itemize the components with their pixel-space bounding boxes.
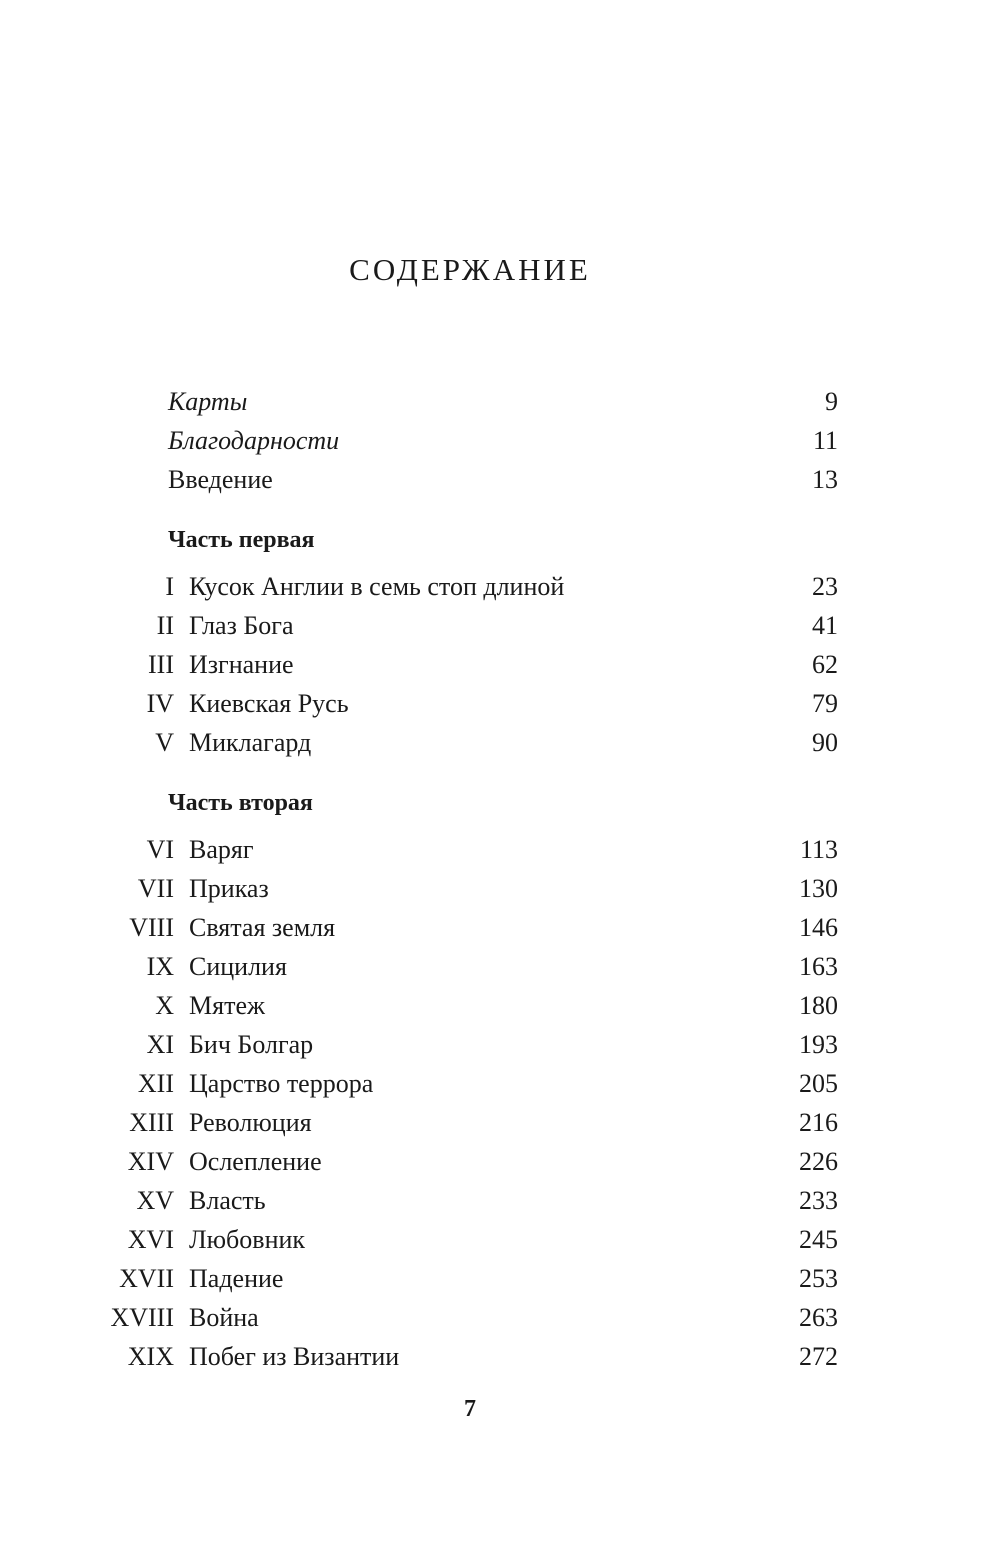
toc-chapter: [0, 1025, 1000, 1064]
chapter-page: 253: [799, 1264, 838, 1293]
toc-chapter: [0, 1103, 1000, 1142]
chapter-number: XVII: [119, 1264, 174, 1293]
table-of-contents: [0, 382, 1000, 1376]
chapter-page: 226: [799, 1147, 838, 1176]
toc-chapter: [0, 1220, 1000, 1259]
chapter-number: III: [148, 650, 174, 679]
chapter-page: 130: [799, 874, 838, 903]
chapter-title: Власть: [189, 1186, 266, 1215]
toc-entry-page: 13: [812, 465, 838, 494]
chapter-title: Глаз Бога: [189, 611, 294, 640]
chapter-page: 90: [812, 728, 838, 757]
toc-chapter: [0, 723, 1000, 762]
chapter-number: I: [165, 572, 174, 601]
toc-chapter: [0, 830, 1000, 869]
chapter-page: 180: [799, 991, 838, 1020]
chapter-number: X: [155, 991, 174, 1020]
chapter-number: XI: [146, 1030, 174, 1059]
chapter-title: Мятеж: [189, 991, 265, 1020]
chapter-page: 146: [799, 913, 838, 942]
toc-chapter: [0, 645, 1000, 684]
toc-chapter: [0, 684, 1000, 723]
toc-chapter: [0, 869, 1000, 908]
chapter-page: 233: [799, 1186, 838, 1215]
toc-chapter: [0, 1064, 1000, 1103]
page-title: СОДЕРЖАНИЕ: [349, 252, 591, 287]
toc-chapter: [0, 1142, 1000, 1181]
chapter-title: Ослепление: [189, 1147, 322, 1176]
chapter-title: Изгнание: [189, 650, 294, 679]
chapter-number: VII: [137, 874, 174, 903]
chapter-number: VIII: [129, 913, 174, 942]
chapter-page: 245: [799, 1225, 838, 1254]
chapter-title: Царство террора: [189, 1069, 374, 1098]
toc-chapter: [0, 986, 1000, 1025]
chapter-number: XVI: [127, 1225, 174, 1254]
chapter-title: Любовник: [189, 1225, 306, 1254]
chapter-number: XV: [136, 1186, 174, 1215]
toc-chapter: [0, 1298, 1000, 1337]
chapter-page: 163: [799, 952, 838, 981]
chapter-page: 193: [799, 1030, 838, 1059]
chapter-page: 263: [799, 1303, 838, 1332]
chapter-number: VI: [146, 835, 174, 864]
chapter-number: XII: [137, 1069, 174, 1098]
toc-entry-acknowledgements: [0, 421, 1000, 460]
chapter-page: 216: [799, 1108, 838, 1137]
toc-entry-introduction: [0, 460, 1000, 499]
chapter-title: Приказ: [189, 874, 269, 903]
toc-chapter: [0, 908, 1000, 947]
toc-entry-maps: [0, 382, 1000, 421]
toc-chapter: [0, 606, 1000, 645]
chapter-page: 23: [812, 572, 838, 601]
chapter-number: XIV: [127, 1147, 174, 1176]
chapter-page: 41: [812, 611, 838, 640]
page-number: 7: [464, 1396, 476, 1422]
toc-entry-title: Введение: [168, 465, 273, 494]
chapter-title: Святая земля: [189, 913, 336, 942]
chapter-page: 113: [799, 835, 838, 864]
chapter-title: Кусок Англии в семь стоп длиной: [189, 572, 565, 601]
part-heading-1: Часть первая: [168, 527, 315, 553]
toc-chapter: [0, 1337, 1000, 1376]
chapter-page: 272: [799, 1342, 838, 1371]
chapter-page: 205: [799, 1069, 838, 1098]
chapter-number: XIII: [129, 1108, 174, 1137]
part-heading-2: Часть вторая: [168, 790, 313, 816]
chapter-title: Падение: [189, 1264, 284, 1293]
chapter-page: 79: [812, 689, 838, 718]
chapter-number: XIX: [127, 1342, 174, 1371]
chapter-number: IX: [146, 952, 174, 981]
chapter-page: 62: [812, 650, 838, 679]
toc-chapter: [0, 947, 1000, 986]
chapter-title: Революция: [189, 1108, 312, 1137]
toc-chapter: [0, 567, 1000, 606]
toc-entry-page: 11: [812, 426, 838, 455]
chapter-title: Война: [189, 1303, 259, 1332]
toc-chapter: [0, 1181, 1000, 1220]
chapter-number: XVIII: [110, 1303, 174, 1332]
toc-entry-title: Карты: [168, 387, 248, 416]
toc-chapter: [0, 1259, 1000, 1298]
toc-entry-page: 9: [825, 387, 838, 416]
chapter-title: Побег из Византии: [189, 1342, 400, 1371]
chapter-title: Сицилия: [189, 952, 287, 981]
chapter-title: Киевская Русь: [189, 689, 349, 718]
chapter-number: V: [155, 728, 174, 757]
toc-entry-title: Благодарности: [168, 426, 340, 455]
chapter-title: Миклагард: [189, 728, 312, 757]
chapter-title: Варяг: [189, 835, 254, 864]
chapter-title: Бич Болгар: [189, 1030, 314, 1059]
chapter-number: II: [156, 611, 174, 640]
chapter-number: IV: [146, 689, 174, 718]
